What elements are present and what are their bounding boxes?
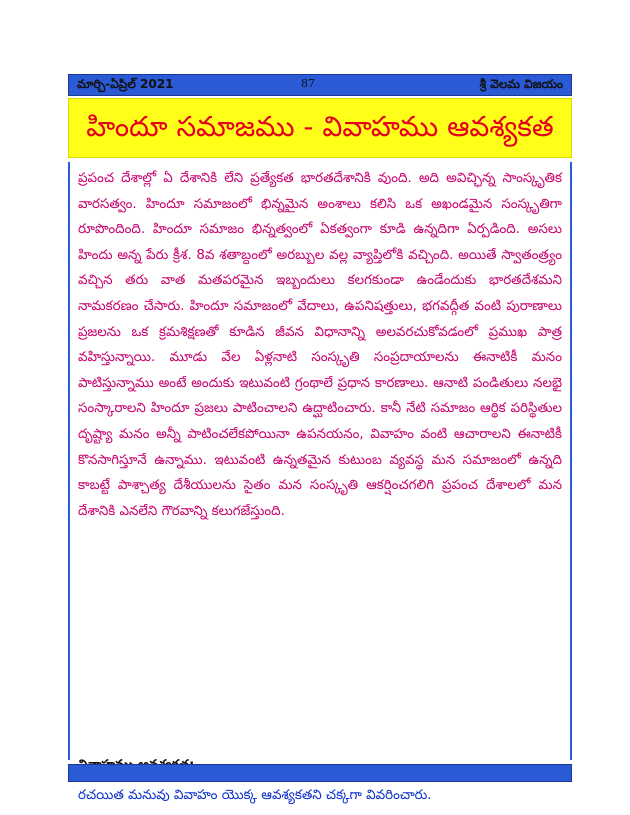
title-banner [68,98,572,158]
issue-date: మార్చి-ఏప్రిల్ 2021 [77,77,174,91]
header-band [68,74,572,96]
body-paragraph: ప్రపంచ దేశాల్లో ఏ దేశానికి లేని ప్రత్యేకత భారతదేశానికి వుంది. అది అవిచ్ఛిన్న సాంస్కృతిక వారసత్వం. హిందూ సమాజంలో భిన్నమైన అంశాలు కలిసి ఒక అఖండమైన సంస్కృతిగా రూపొందింది. హిందూ సమాజం భిన్నత్వంలో ఏకత్వంగా కూడి ఉన్నదిగా ఏర్పడింది. అసలు హిందు అన్న పేరు క్రీశ. 8వ శతాబ్దంలో అరబ్బుల వల్ల వ్యాప్తిలోకి వచ్చింది. అయితే స్వాతంత్ర్యం వచ్చిన తరు వాత మతపరమైన ఇబ్బందులు కలగకుండా ఉండేందుకు భారతదేశమని నామకరణం చేసారు. హిందూ సమాజంలో వేదాలు, ఉపనిషత్తులు, భగవద్గీత వంటి పురాణాలు ప్రజలను ఒక క్రమశిక్షణతో కూడిన జీవన విధానాన్ని అలవరచుకోవడంలో ప్రముఖ పాత్ర వహిస్తున్నాయి. మూడు వేల ఏళ్లనాటి సంస్కృతి సంప్రదాయాలను ఈనాటికీ మనం పాటిస్తున్నాము అంటే అందుకు ఇటువంటి గ్రంథాలే ప్రధాన కారణాలు. ఆనాటి పండితులు నలభై సంస్కారాలని హిందూ ప్రజలు పాటించాలని ఉద్ఘాటించారు. కానీ నేటి సమాజం ఆర్థిక పరిస్థితుల దృష్ట్యా మనం అన్నీ పాటించలేకపోయినా ఉపనయనం, వివాహం వంటి ఆచారాలని ఈనాటికీ కొనసాగిస్తూనే ఉన్నాము. ఇటువంటి ఉన్నతమైన కుటుంబ వ్యవస్థ మన సమాజంలో ఉన్నది కాబట్టే పాశ్చాత్య దేశీయులను సైతం మన సంస్కృతి ఆకర్షించగలిగి ప్రపంచ దేశాలలో మన దేశానికి ఎనలేని గౌరవాన్ని కలుగజేస్తుంది. [78,171,562,519]
article-body [68,162,572,803]
closing-line: రచయిత మనువు వివాహం యొక్క ఆవశ్యకతని చక్కగా వివరించారు. [78,788,432,803]
article-title: హిందూ సమాజము - వివాహము ఆవశ్యకత [86,110,554,143]
magazine-name: శ్రీ వెలమ విజయం [479,77,563,91]
page-number: 87 [301,77,315,90]
footer-band [68,764,572,782]
magazine-page [68,74,572,803]
